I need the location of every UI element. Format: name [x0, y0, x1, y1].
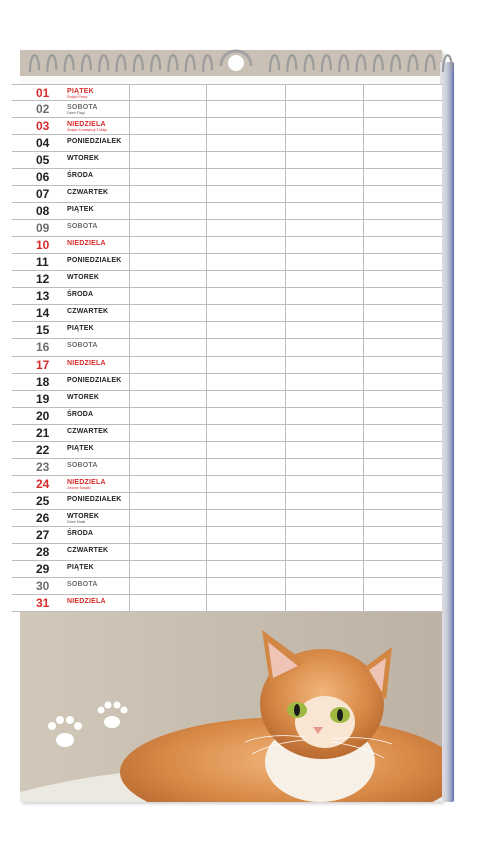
binding-ring [30, 55, 39, 72]
day-name: PONIEDZIAŁEK [67, 376, 122, 384]
day-name: PONIEDZIAŁEK [67, 138, 122, 146]
binding-ring [374, 55, 383, 72]
day-row [12, 237, 442, 254]
day-row [12, 152, 442, 169]
day-number: 15 [36, 323, 50, 338]
column-divider [363, 84, 364, 612]
day-name: WTOREK [67, 155, 100, 163]
day-number: 03 [36, 119, 50, 134]
day-row [12, 339, 442, 356]
day-number: 27 [36, 527, 50, 542]
binding-ring [151, 55, 160, 72]
day-number: 16 [36, 340, 50, 355]
day-row [12, 374, 442, 391]
binding-ring [47, 55, 56, 72]
day-row [12, 425, 442, 442]
binding-ring [357, 55, 366, 72]
day-number: 22 [36, 442, 50, 457]
day-row [12, 271, 442, 288]
binding-ring [134, 55, 143, 72]
day-number: 13 [36, 289, 50, 304]
day-row [12, 544, 442, 561]
day-name: NIEDZIELA [67, 121, 106, 129]
day-row [12, 254, 442, 271]
binding-ring [117, 55, 126, 72]
day-number: 20 [36, 408, 50, 423]
day-name: PONIEDZIAŁEK [67, 495, 122, 503]
day-number: 30 [36, 578, 50, 593]
day-row [12, 527, 442, 544]
binding-ring [426, 55, 435, 72]
day-row [12, 169, 442, 186]
day-row [12, 595, 442, 612]
day-number: 25 [36, 493, 50, 508]
day-number: 12 [36, 272, 50, 287]
day-grid [12, 84, 442, 612]
day-row [12, 118, 442, 135]
binding-ring [65, 55, 74, 72]
binding-ring [305, 55, 314, 72]
column-divider [285, 84, 286, 612]
day-number: 23 [36, 459, 50, 474]
day-note: Dzień Flagi [67, 111, 85, 116]
day-number: 29 [36, 561, 50, 576]
day-name: ŚRODA [67, 410, 94, 418]
day-name: CZWARTEK [67, 427, 109, 435]
day-row [12, 203, 442, 220]
day-name: NIEDZIELA [67, 240, 106, 248]
binding-ring [168, 55, 177, 72]
day-row [12, 135, 442, 152]
binding-ring [203, 55, 212, 72]
day-row [12, 220, 442, 237]
day-number: 07 [36, 187, 50, 202]
cat-photo [20, 612, 442, 802]
calendar-page-stack [440, 62, 454, 802]
cat-illustration [20, 612, 442, 802]
day-name: SOBOTA [67, 342, 98, 350]
day-number: 26 [36, 510, 50, 525]
binding-ring [270, 55, 279, 72]
day-note: Święto Konstytucji 3 Maja [67, 128, 107, 133]
day-row [12, 288, 442, 305]
day-name: SOBOTA [67, 223, 98, 231]
day-number: 18 [36, 374, 50, 389]
binding-ring [339, 55, 348, 72]
day-row [12, 561, 442, 578]
day-name: PIĄTEK [67, 444, 94, 452]
day-name: CZWARTEK [67, 189, 109, 197]
binding-ring [391, 55, 400, 72]
day-row [12, 459, 442, 476]
day-number: 06 [36, 170, 50, 185]
day-number: 05 [36, 153, 50, 168]
day-number: 24 [36, 476, 50, 491]
column-divider [206, 84, 207, 612]
wire-binding [18, 42, 458, 76]
day-number: 19 [36, 391, 50, 406]
day-row [12, 101, 442, 118]
day-row [12, 357, 442, 374]
day-name: CZWARTEK [67, 546, 109, 554]
day-name: NIEDZIELA [67, 597, 106, 605]
binding-ring [408, 55, 417, 72]
day-number: 17 [36, 357, 50, 372]
day-number: 01 [36, 86, 50, 100]
day-name: PIĄTEK [67, 206, 94, 214]
binding-ring [82, 55, 91, 72]
day-name: PIĄTEK [67, 325, 94, 333]
day-number: 28 [36, 544, 50, 559]
day-row [12, 391, 442, 408]
day-row [12, 578, 442, 595]
day-number: 09 [36, 221, 50, 236]
day-name: ŚRODA [67, 291, 94, 299]
day-name: WTOREK [67, 274, 100, 282]
day-row [12, 442, 442, 459]
binding-ring [99, 55, 108, 72]
day-name: NIEDZIELA [67, 359, 106, 367]
day-name: PIĄTEK [67, 563, 94, 571]
day-number: 31 [36, 595, 50, 610]
day-note: Dzień Matki [67, 519, 86, 524]
day-name: SOBOTA [67, 461, 98, 469]
day-row [12, 408, 442, 425]
day-row [12, 305, 442, 322]
day-name: SOBOTA [67, 104, 98, 112]
day-number: 04 [36, 136, 50, 151]
day-row [12, 476, 442, 493]
day-number: 11 [36, 255, 49, 270]
column-divider [129, 84, 130, 612]
day-name: SOBOTA [67, 580, 98, 588]
day-row [12, 84, 442, 101]
binding-ring [287, 55, 296, 72]
day-number: 08 [36, 204, 50, 219]
day-name: PIĄTEK [67, 88, 94, 95]
day-note: Zielone Świątki [67, 485, 91, 490]
day-row [12, 322, 442, 339]
binding-ring [186, 55, 195, 72]
day-name: CZWARTEK [67, 308, 109, 316]
day-number: 14 [36, 306, 50, 321]
day-name: WTOREK [67, 393, 100, 401]
day-name: ŚRODA [67, 172, 94, 180]
binding-ring [322, 55, 331, 72]
day-name: NIEDZIELA [67, 478, 106, 486]
binding-ring [443, 55, 452, 72]
day-row [12, 186, 442, 203]
day-row [12, 493, 442, 510]
day-number: 10 [36, 238, 50, 253]
day-note: Święto Pracy [67, 95, 88, 99]
day-row [12, 510, 442, 527]
day-number: 02 [36, 102, 50, 117]
hanger-hole [228, 55, 244, 71]
day-name: WTOREK [67, 512, 100, 520]
day-name: PONIEDZIAŁEK [67, 257, 122, 265]
day-name: ŚRODA [67, 529, 94, 537]
day-number: 21 [36, 425, 50, 440]
